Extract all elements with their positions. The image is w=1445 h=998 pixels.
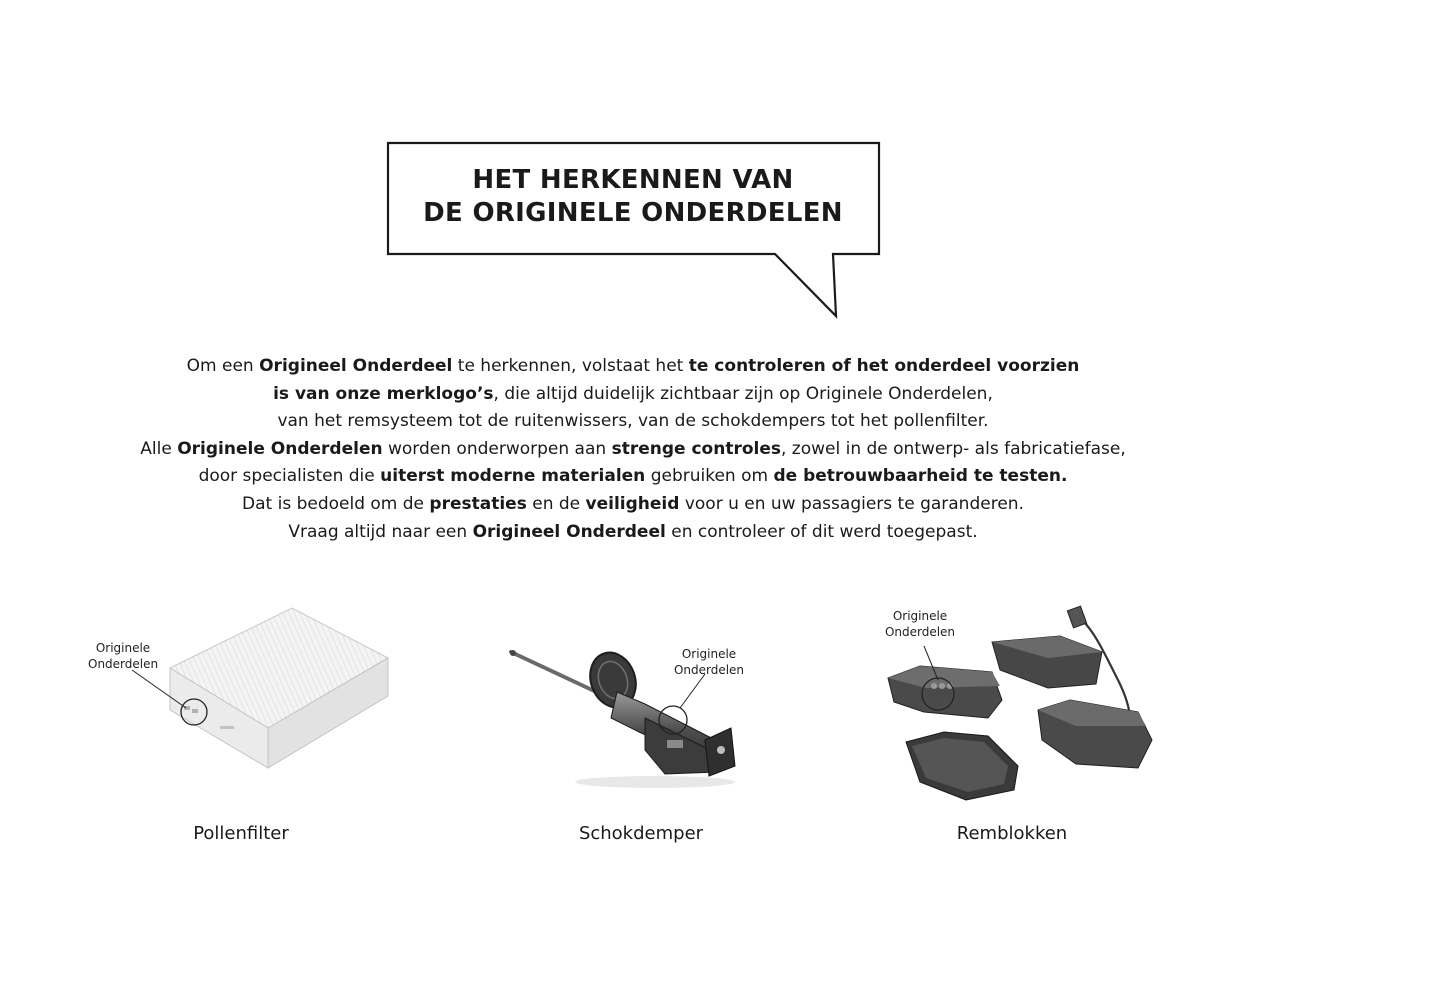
product-shock-absorber — [505, 600, 775, 860]
emphasis-text: de betrouwbaarheid te testen. — [773, 466, 1068, 487]
body-text: en controleer of dit werd toegepast. — [665, 521, 978, 542]
shock-absorber-image — [505, 600, 775, 800]
body-text: door specialisten die — [198, 466, 381, 487]
page-title — [388, 164, 878, 230]
emphasis-text: Origineel Onderdeel — [472, 521, 666, 542]
body-text: , die altijd duidelijk zichtbaar zijn op Originele Onderdelen, — [493, 383, 993, 404]
product-pollen-filter — [80, 600, 410, 860]
callout-line-1: Originele — [95, 641, 151, 655]
emphasis-text: te controleren of het onderdeel voorzien — [688, 356, 1080, 376]
callout-line-2: Onderdelen — [673, 663, 745, 677]
product-brake-pads — [880, 600, 1180, 860]
body-text: te herkennen, volstaat het — [452, 356, 689, 376]
pollen-filter-image — [80, 600, 410, 790]
callout-line-2: Onderdelen — [884, 625, 956, 639]
emphasis-text: veiligheid — [585, 493, 680, 514]
page-title-line-2: DE ORIGINELE ONDERDELEN — [423, 198, 843, 228]
body-text: van het remsysteem tot de ruitenwissers, van de schokdempers tot het pollenfilter. — [277, 411, 989, 432]
intro-line — [120, 408, 1146, 436]
intro-line — [120, 381, 1146, 409]
emphasis-text: uiterst moderne materialen — [380, 466, 646, 487]
body-text: Om een — [186, 356, 260, 376]
pollen-filter-callout — [88, 640, 158, 672]
intro-line — [120, 436, 1146, 464]
emphasis-text: prestaties — [429, 493, 527, 514]
product-caption-pollenfilter: Pollenfilter — [193, 823, 289, 844]
emphasis-text: Originele Onderdelen — [177, 438, 383, 459]
body-text: en de — [526, 493, 586, 514]
callout-line-2: Onderdelen — [88, 657, 159, 671]
body-text: Alle — [140, 438, 178, 459]
emphasis-text: is van onze merklogo’s — [273, 383, 494, 404]
title-speech-bubble — [380, 136, 890, 326]
intro-line — [120, 353, 1146, 381]
body-text: Vraag altijd naar een — [288, 521, 473, 542]
intro-line — [120, 491, 1146, 519]
product-caption-schokdemper: Schokdemper — [578, 823, 704, 844]
body-text: worden onderworpen aan — [382, 438, 612, 459]
page-title-line-1: HET HERKENNEN VAN — [472, 165, 794, 195]
intro-line — [120, 463, 1146, 491]
brake-pads-callout — [882, 608, 958, 640]
body-text: Dat is bedoeld om de — [242, 493, 430, 514]
intro-line — [120, 519, 1146, 547]
body-text: voor u en uw passagiers te garanderen. — [679, 493, 1024, 514]
product-caption-remblokken: Remblokken — [956, 823, 1068, 844]
callout-line-1: Originele — [892, 609, 948, 623]
body-text: , zowel in de ontwerp- als fabricatiefase, — [780, 438, 1126, 459]
shock-absorber-callout — [673, 646, 745, 678]
callout-line-1: Originele — [681, 647, 737, 661]
body-text: gebruiken om — [645, 466, 774, 487]
emphasis-text: Origineel Onderdeel — [259, 356, 453, 376]
emphasis-text: strenge controles — [611, 438, 781, 459]
intro-paragraph — [120, 353, 1146, 546]
